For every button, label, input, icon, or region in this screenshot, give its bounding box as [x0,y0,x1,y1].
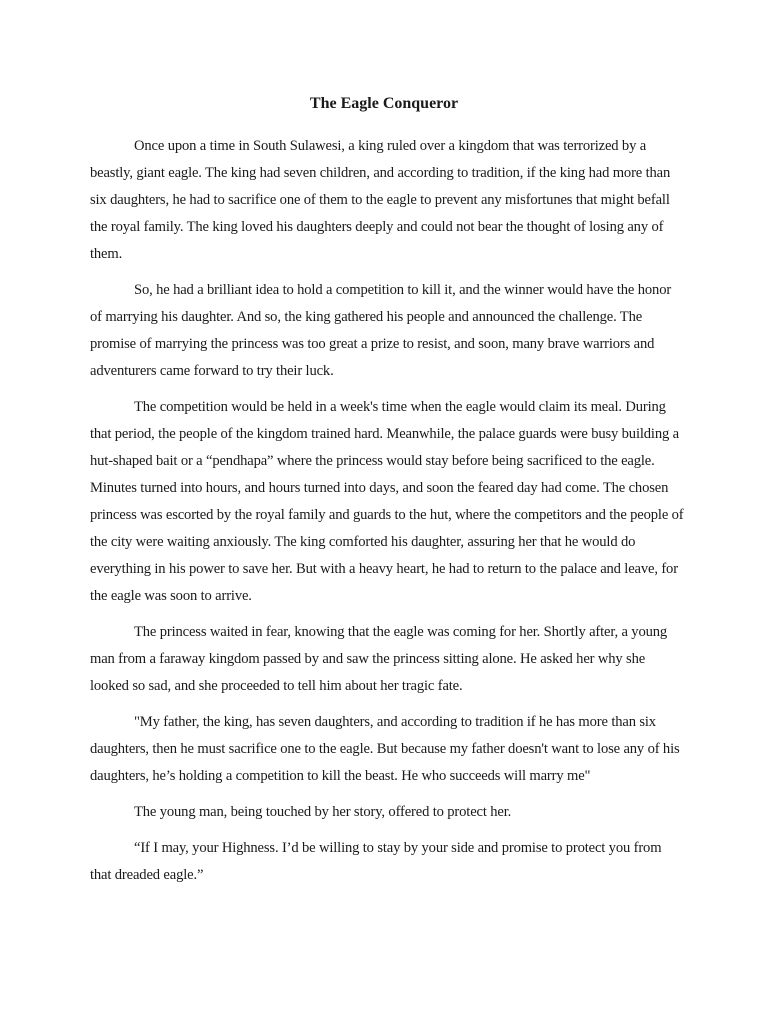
paragraph-3 [90,394,686,610]
paragraph-text: The princess waited in fear, knowing that the eagle was coming for her. Shortly after, a young man from a faraway kingdom passed by and saw the princess sitting alone. He asked her why she looked so sad, and she proceeded to tell him about her tragic fate. [90,624,668,694]
paragraph-2 [90,277,686,385]
paragraph-text: "My father, the king, has seven daughters, and according to tradition if he has more than six daughters, then he must sacrifice one to the eagle. But because my father doesn't want to lose any of his daughters, he’s holding a competition to kill the beast. He who succeeds will marry me" [90,714,680,784]
paragraph-6 [90,799,686,826]
paragraph-7 [90,835,686,889]
paragraph-1 [90,133,686,268]
paragraph-text: The competition would be held in a week's time when the eagle would claim its meal. During that period, the people of the kingdom trained hard. Meanwhile, the palace guards were busy building a hut-shaped bait or a “pendhapa” where the princess would stay before being sacrificed to the eagle. Minutes turned into hours, and hours turned into days, and soon the feared day had come. The chosen princess was escorted by the royal family and guards to the hut, where the competitors and the people of the city were waiting anxiously. The king comforted his daughter, assuring her that he would do everything in his power to save her. But with a heavy heart, he had to return to the palace and leave, for the eagle was soon to arrive. [90,399,684,604]
paragraph-text: So, he had a brilliant idea to hold a competition to kill it, and the winner would have the honor of marrying his daughter. And so, the king gathered his people and announced the challenge. The promise of marrying the princess was too great a prize to resist, and soon, many brave warriors and adventurers came forward to try their luck. [90,282,672,379]
paragraph-text: Once upon a time in South Sulawesi, a king ruled over a kingdom that was terrorized by a beastly, giant eagle. The king had seven children, and according to tradition, if the king had more than six daughters, he had to sacrifice one of them to the eagle to prevent any misfortunes that might befall the royal family. The king loved his daughters deeply and could not bear the thought of losing any of them. [90,138,671,262]
document-title: The Eagle Conqueror [309,95,459,112]
paragraph-5 [90,709,686,790]
paragraph-text: “If I may, your Highness. I’d be willing to stay by your side and promise to protect you from that dreaded eagle.” [90,840,662,883]
document-body [90,133,686,898]
paragraph-4 [90,619,686,700]
paragraph-text: The young man, being touched by her story, offered to protect her. [134,804,512,820]
